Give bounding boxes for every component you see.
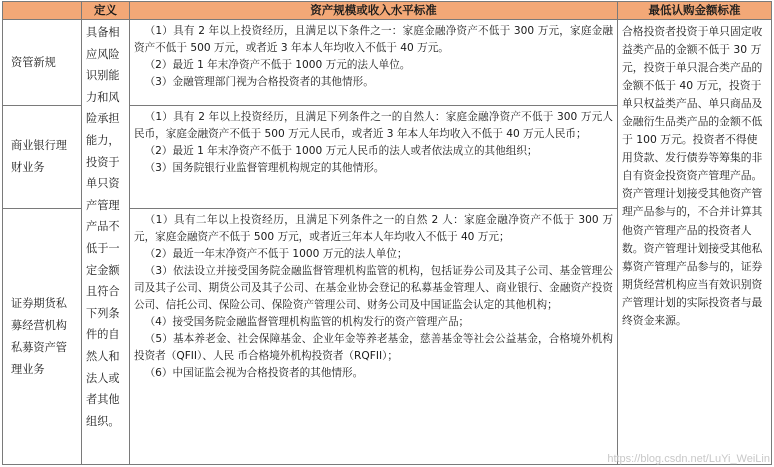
header-definition: 定义 xyxy=(82,2,130,20)
standard-item: （3）依法设立并接受国务院金融监督管理机构监管的机构，包括证券公司及其子公司、基金管理公司及其子公司、期货公司及其子公司、在基金业协会登记的私募基金管理人、商业银行、金融资产投资公司、信托公司、保险公司、保险资产管理公司、财务公司及中国证监会认定的其他机构； xyxy=(134,265,613,312)
product-name: 资管新规 xyxy=(3,20,82,106)
product-name: 证券期货私募经营机构私募资产管理业务 xyxy=(3,209,82,465)
investor-standards-table xyxy=(2,1,772,465)
header-minimum: 最低认购金额标准 xyxy=(618,2,772,20)
standard-item: （1）具有 2 年以上投资经历，且满足以下条件之一：家庭金融净资产不低于 300 万元，家庭金融资产不低于 500 万元，或者近 3 年本人年均收入不低于 40 万元。 xyxy=(134,25,613,54)
standard-cell xyxy=(130,20,618,106)
watermark: https://blog.csdn.net/LuYi_WeiLin xyxy=(607,453,770,465)
minimum-cell: 合格投资者投资于单只固定收益类产品的金额不低于 30 万元，投资于单只混合类产品的金额不低于 40 万元，投资于单只权益类产品、单只商品及金融衍生品类产品的金额不低于 100 万元。投资者不得使用贷款、发行债券等筹集的非自有资金投资资产管理产品。资产管理计划接受其他资产管理产品参与的，不合并计算其他资产管理产品的投资者人数。资产管理计划接受其他私募资产管理产品参与的，证券期货经营机构应当有效识别资产管理计划的实际投资者与最终资金来源。 xyxy=(618,20,772,465)
standard-item: （4）接受国务院金融监督管理机构监管的机构发行的资产管理产品； xyxy=(144,316,470,329)
standard-item: （2）最近 1 年末净资产不低于 1000 万元的法人单位。 xyxy=(144,59,411,71)
definition-cell: 具备相应风险识别能力和风险承担能力，投资于单只资产管理产品不低于一定金额且符合下列条件的自然人和法人或者其他组织。 xyxy=(82,20,130,465)
standard-item: （2）最近 1 年末净资产不低于 1000 万元人民币的法人或者依法成立的其他组织； xyxy=(144,145,538,158)
standard-item: （6）中国证监会视为合格投资者的其他情形。 xyxy=(144,367,364,380)
standard-cell xyxy=(130,106,618,209)
standard-item: （3）国务院银行业监督管理机构规定的其他情形。 xyxy=(144,162,385,175)
header-blank xyxy=(3,2,82,20)
table-row xyxy=(3,20,772,106)
standard-item: （5）基本养老金、社会保障基金、企业年金等养老基金，慈善基金等社会公益基金，合格境外机构投资者（QFII）、人民 币合格境外机构投资者（RQFII）； xyxy=(134,333,613,363)
standard-cell xyxy=(130,209,618,465)
standard-item: （1）具有二年以上投资经历，且满足下列条件之一的自然 2 人：家庭金融净资产不低于 300 万元，家庭金融资产不低于 500 万元，或者近三年本人年均收入不低于 40 万元； xyxy=(134,214,613,244)
header-row xyxy=(3,2,772,20)
standard-item: （2）最近一年末净资产不低于 1000 万元的法人单位； xyxy=(144,248,408,261)
product-name: 商业银行理财业务 xyxy=(3,106,82,209)
standard-item: （3）金融管理部门视为合格投资者的其他情形。 xyxy=(144,76,374,88)
header-standard: 资产规模或收入水平标准 xyxy=(130,2,618,20)
standard-item: （1）具有 2 年以上投资经历，且满足下列条件之一的自然人：家庭金融净资产不低于 300 万元人民币，家庭金融资产不低于 500 万元人民币，或者近 3 年本人年均收入不低于 40 万元人民币； xyxy=(134,111,613,141)
